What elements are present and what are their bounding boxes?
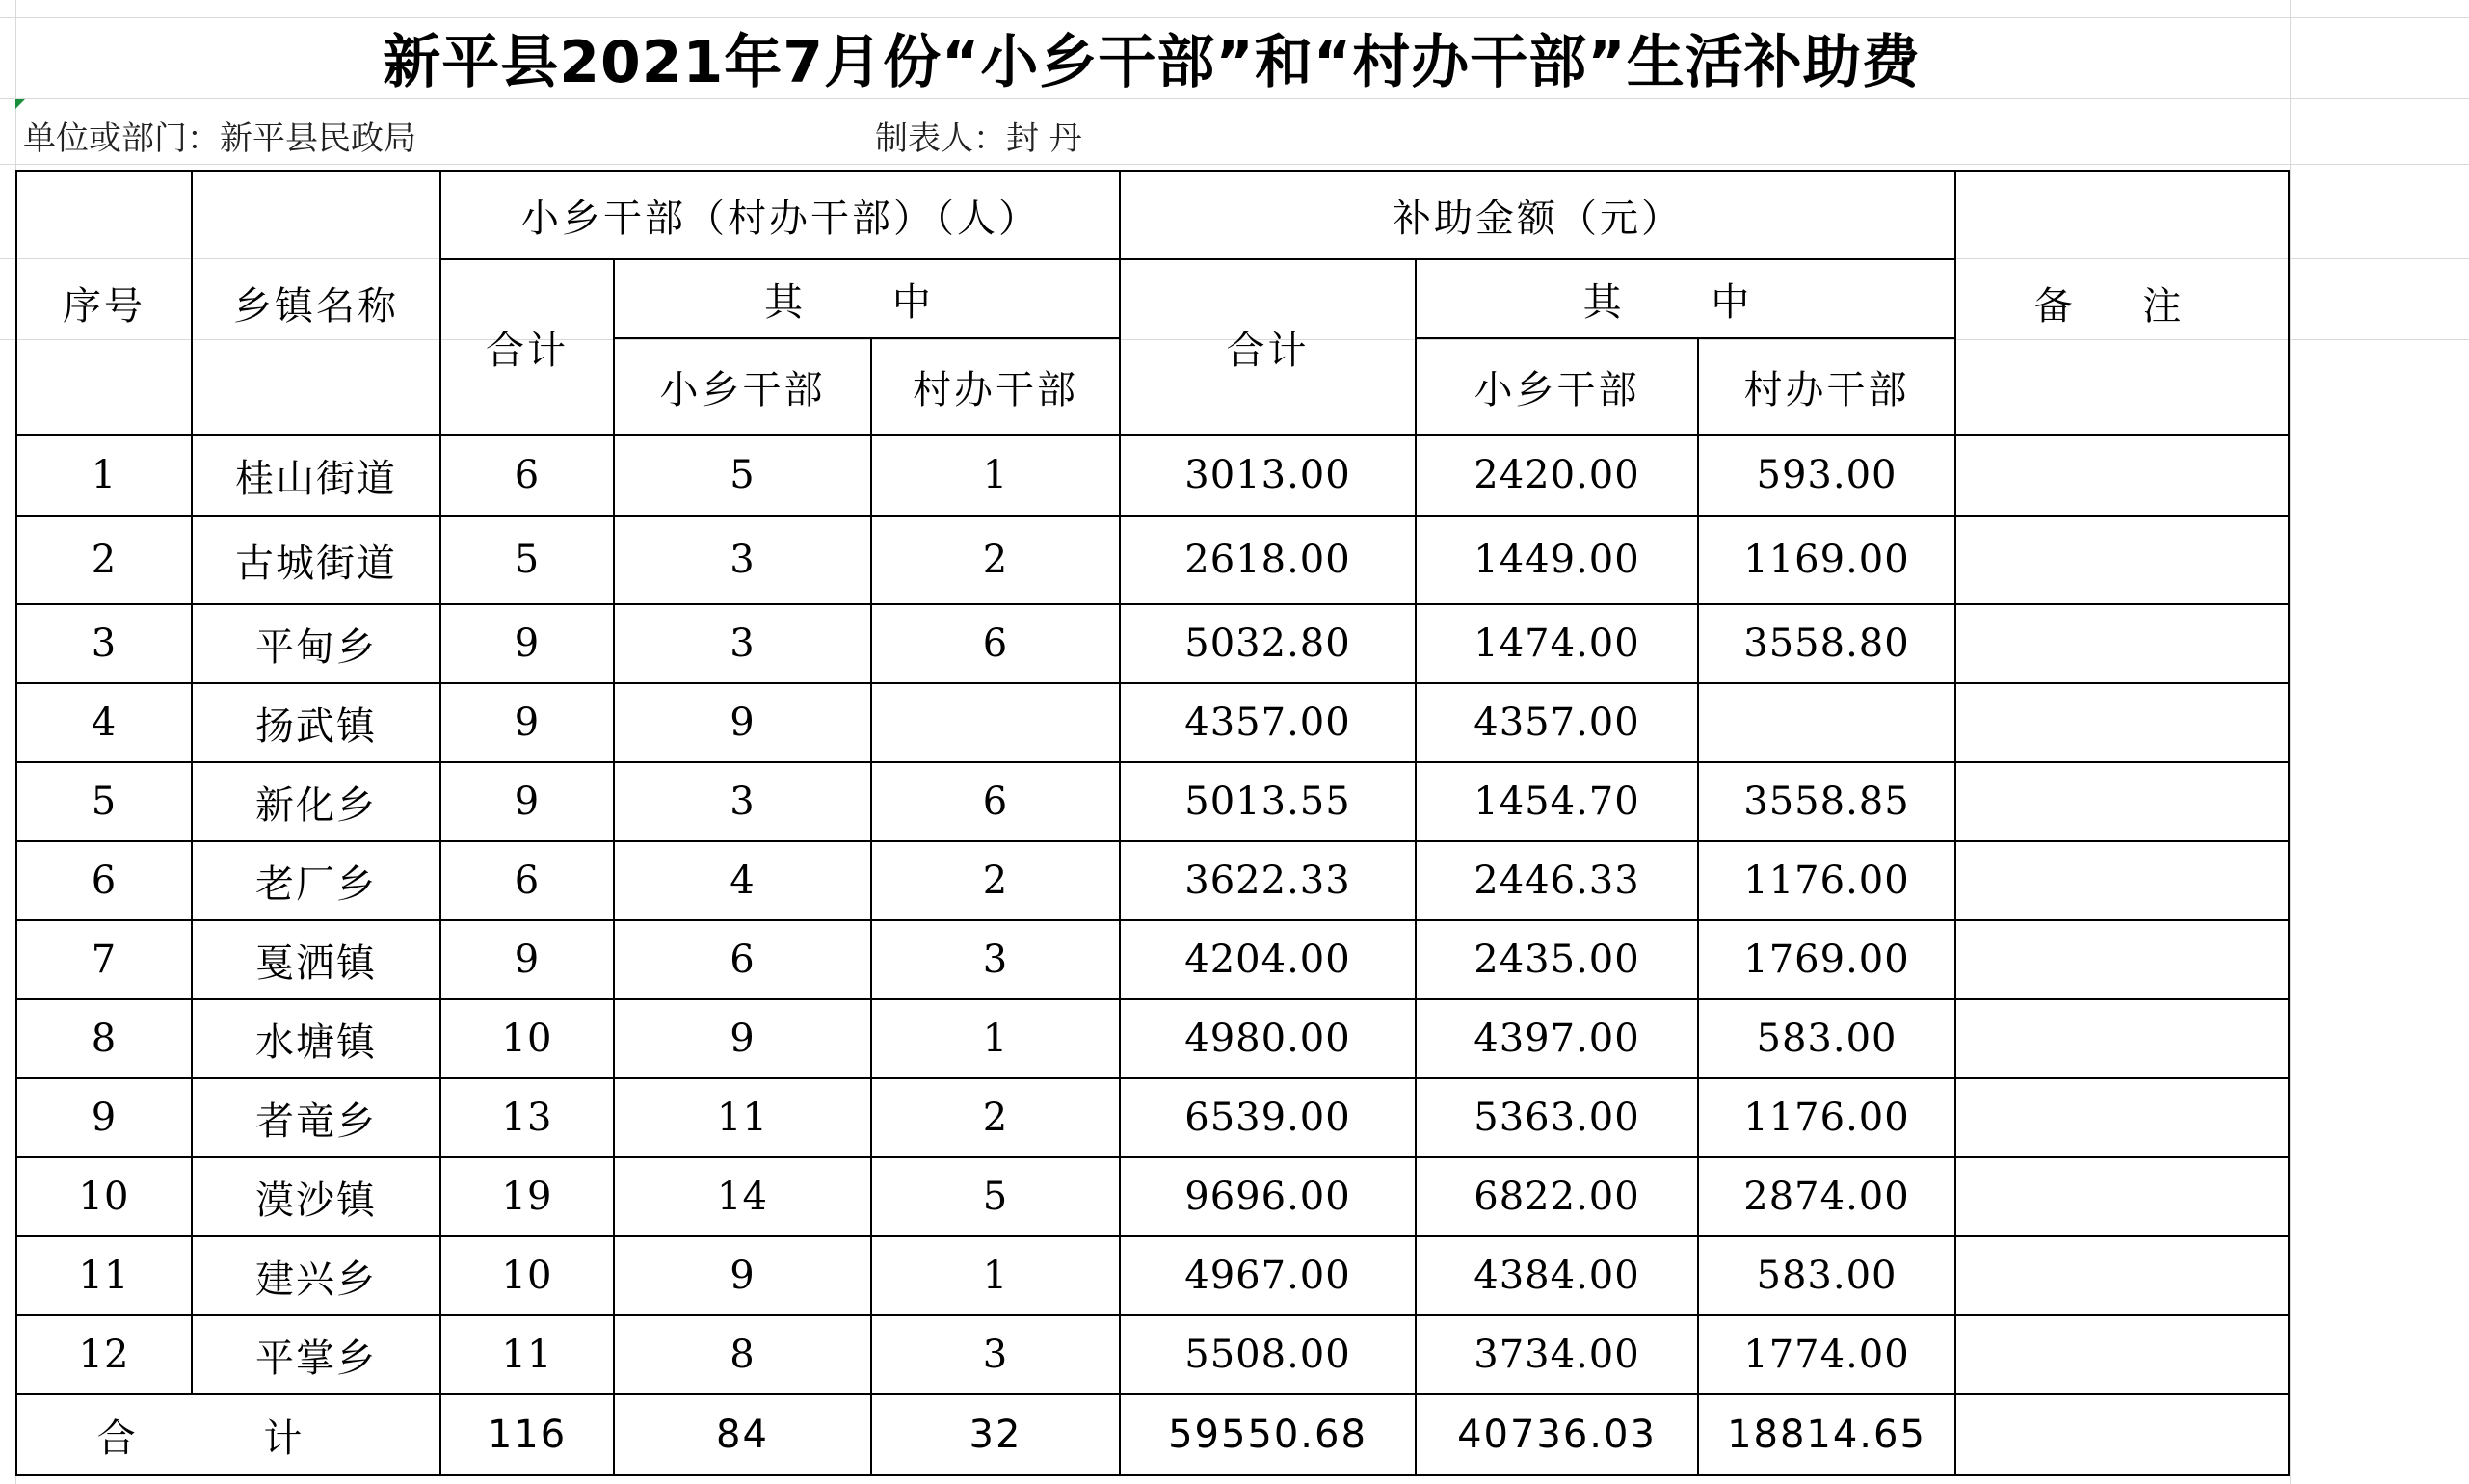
table-row [16,604,2289,683]
cell-seq[interactable]: 10 [16,1157,192,1236]
cell-amount-total[interactable]: 2618.00 [1120,516,1416,604]
cell-cadres-township[interactable]: 9 [614,1236,871,1315]
cell-town[interactable]: 平甸乡 [192,604,440,683]
cell-town[interactable]: 水塘镇 [192,999,440,1078]
cell-cadres-township[interactable]: 9 [614,999,871,1078]
cell-seq[interactable]: 7 [16,920,192,999]
cell-cadres-township[interactable]: 5 [614,435,871,516]
cell-cadres-village[interactable]: 1 [871,435,1120,516]
cell-cadres-total[interactable]: 19 [440,1157,614,1236]
cell-town[interactable]: 新化乡 [192,762,440,841]
cell-seq[interactable]: 8 [16,999,192,1078]
table-row [16,1236,2289,1315]
cell-amount-township[interactable]: 6822.00 [1416,1157,1698,1236]
totals-cadres-township[interactable]: 84 [614,1394,871,1475]
cell-amount-total[interactable]: 4357.00 [1120,683,1416,762]
header-cadres-of-which[interactable]: 其 中 [614,259,1120,338]
cell-amount-village[interactable]: 2874.00 [1698,1157,1955,1236]
gridline [2290,0,2291,1484]
cell-cadres-village[interactable]: 5 [871,1157,1120,1236]
cell-amount-total[interactable]: 3622.33 [1120,841,1416,920]
cell-amount-village[interactable]: 1176.00 [1698,841,1955,920]
cell-seq[interactable]: 5 [16,762,192,841]
cell-cadres-township[interactable]: 3 [614,516,871,604]
header-amount-township[interactable]: 小乡干部 [1416,338,1698,435]
totals-cadres-village[interactable]: 32 [871,1394,1120,1475]
header-amount-total[interactable]: 合计 [1120,259,1416,435]
cell-cadres-village[interactable]: 2 [871,1078,1120,1157]
cell-cadres-total[interactable]: 9 [440,683,614,762]
cell-cadres-village[interactable]: 6 [871,762,1120,841]
header-cadres-township[interactable]: 小乡干部 [614,338,871,435]
cell-amount-total[interactable]: 4204.00 [1120,920,1416,999]
cell-amount-township[interactable]: 4384.00 [1416,1236,1698,1315]
cell-cadres-township[interactable]: 14 [614,1157,871,1236]
cell-amount-village[interactable]: 1176.00 [1698,1078,1955,1157]
cell-amount-village[interactable]: 583.00 [1698,999,1955,1078]
cell-cadres-total[interactable]: 13 [440,1078,614,1157]
sheet-title[interactable]: 新平县2021年7月份“小乡干部”和“村办干部”生活补助费 [383,29,1921,96]
cell-cadres-village[interactable]: 6 [871,604,1120,683]
cell-cadres-total[interactable]: 9 [440,920,614,999]
cell-amount-township[interactable]: 4397.00 [1416,999,1698,1078]
cell-note[interactable] [1955,841,2289,920]
cell-note[interactable] [1955,435,2289,516]
header-cadres-village[interactable]: 村办干部 [871,338,1120,435]
cell-town[interactable]: 古城街道 [192,516,440,604]
cell-amount-total[interactable]: 4980.00 [1120,999,1416,1078]
cell-seq[interactable]: 12 [16,1315,192,1394]
gridline [0,164,2469,165]
totals-amount-township[interactable]: 40736.03 [1416,1394,1698,1475]
table-row [16,683,2289,762]
cell-cadres-village[interactable]: 2 [871,841,1120,920]
cell-cadres-village[interactable]: 3 [871,1315,1120,1394]
cell-note[interactable] [1955,683,2289,762]
cell-amount-township[interactable]: 2435.00 [1416,920,1698,999]
table-row [16,516,2289,604]
table-row [16,435,2289,516]
header-seq[interactable]: 序号 [16,171,192,435]
totals-amount-total[interactable]: 59550.68 [1120,1394,1416,1475]
cell-note[interactable] [1955,604,2289,683]
cell-note[interactable] [1955,1315,2289,1394]
cell-amount-village[interactable]: 593.00 [1698,435,1955,516]
cell-cadres-village[interactable] [871,683,1120,762]
header-note[interactable]: 备 注 [1955,171,2289,435]
cell-amount-township[interactable]: 4357.00 [1416,683,1698,762]
cell-amount-total[interactable]: 3013.00 [1120,435,1416,516]
cell-amount-village[interactable]: 1769.00 [1698,920,1955,999]
cell-cadres-township[interactable]: 3 [614,762,871,841]
cell-amount-total[interactable]: 9696.00 [1120,1157,1416,1236]
cell-cadres-township[interactable]: 9 [614,683,871,762]
table-row [16,1157,2289,1236]
cell-town[interactable]: 者竜乡 [192,1078,440,1157]
cell-amount-total[interactable]: 4967.00 [1120,1236,1416,1315]
cell-note[interactable] [1955,762,2289,841]
cell-cadres-village[interactable]: 3 [871,920,1120,999]
cell-town[interactable]: 平掌乡 [192,1315,440,1394]
totals-row [16,1394,2289,1475]
cell-cadres-total[interactable]: 9 [440,604,614,683]
cell-amount-village[interactable]: 3558.85 [1698,762,1955,841]
cell-town[interactable]: 扬武镇 [192,683,440,762]
cell-amount-township[interactable]: 1474.00 [1416,604,1698,683]
cell-cadres-total[interactable]: 9 [440,762,614,841]
cell-amount-township[interactable]: 1454.70 [1416,762,1698,841]
subsidy-table [15,170,2290,1476]
cell-cadres-village[interactable]: 2 [871,516,1120,604]
cell-town[interactable]: 桂山街道 [192,435,440,516]
header-cadres-total[interactable]: 合计 [440,259,614,435]
cell-town[interactable]: 戛洒镇 [192,920,440,999]
cell-amount-village[interactable]: 3558.80 [1698,604,1955,683]
cell-amount-total[interactable]: 5013.55 [1120,762,1416,841]
header-amount-of-which[interactable]: 其 中 [1416,259,1955,338]
unit-label[interactable]: 单位或部门：新平县民政局 [23,119,416,158]
cell-amount-total[interactable]: 6539.00 [1120,1078,1416,1157]
cell-town[interactable]: 漠沙镇 [192,1157,440,1236]
cell-cadres-total[interactable]: 6 [440,841,614,920]
cell-cadres-township[interactable]: 4 [614,841,871,920]
cell-cadres-township[interactable]: 11 [614,1078,871,1157]
cell-amount-total[interactable]: 5508.00 [1120,1315,1416,1394]
cell-amount-village[interactable]: 1774.00 [1698,1315,1955,1394]
header-cadres-group[interactable]: 小乡干部（村办干部）（人） [440,171,1120,259]
header-town[interactable]: 乡镇名称 [192,171,440,435]
cell-note[interactable] [1955,999,2289,1078]
totals-note[interactable] [1955,1394,2289,1475]
cell-seq[interactable]: 11 [16,1236,192,1315]
table-row [16,1315,2289,1394]
cell-cadres-total[interactable]: 10 [440,999,614,1078]
cell-note[interactable] [1955,1236,2289,1315]
cell-amount-township[interactable]: 1449.00 [1416,516,1698,604]
cell-cadres-township[interactable]: 6 [614,920,871,999]
cell-seq[interactable]: 9 [16,1078,192,1157]
cell-cadres-total[interactable]: 10 [440,1236,614,1315]
cell-amount-township[interactable]: 2446.33 [1416,841,1698,920]
table-row [16,1078,2289,1157]
cell-amount-village[interactable] [1698,683,1955,762]
header-amount-village[interactable]: 村办干部 [1698,338,1955,435]
cell-amount-village[interactable]: 1169.00 [1698,516,1955,604]
cell-seq[interactable]: 4 [16,683,192,762]
table-row [16,920,2289,999]
totals-cadres-total[interactable]: 116 [440,1394,614,1475]
table-row [16,841,2289,920]
table-row [16,762,2289,841]
cell-amount-total[interactable]: 5032.80 [1120,604,1416,683]
cell-seq[interactable]: 6 [16,841,192,920]
cell-seq[interactable]: 1 [16,435,192,516]
cell-note[interactable] [1955,1078,2289,1157]
cell-cadres-township[interactable]: 8 [614,1315,871,1394]
totals-label[interactable]: 合 计 [16,1394,440,1475]
cell-cadres-total[interactable]: 11 [440,1315,614,1394]
cell-cadres-total[interactable]: 6 [440,435,614,516]
header-amount-group[interactable]: 补助金额（元） [1120,171,1955,259]
cell-amount-township[interactable]: 5363.00 [1416,1078,1698,1157]
cell-town[interactable]: 老厂乡 [192,841,440,920]
cell-cadres-village[interactable]: 1 [871,999,1120,1078]
cell-amount-village[interactable]: 583.00 [1698,1236,1955,1315]
cell-amount-township[interactable]: 2420.00 [1416,435,1698,516]
cell-cadres-total[interactable]: 5 [440,516,614,604]
cell-town[interactable]: 建兴乡 [192,1236,440,1315]
cell-note[interactable] [1955,516,2289,604]
maker-label[interactable]: 制表人：封 丹 [875,119,1082,158]
cell-seq[interactable]: 3 [16,604,192,683]
cell-cadres-village[interactable]: 1 [871,1236,1120,1315]
totals-amount-village[interactable]: 18814.65 [1698,1394,1955,1475]
cell-note[interactable] [1955,1157,2289,1236]
table-row [16,999,2289,1078]
cell-seq[interactable]: 2 [16,516,192,604]
cell-cadres-township[interactable]: 3 [614,604,871,683]
cell-note[interactable] [1955,920,2289,999]
cell-amount-township[interactable]: 3734.00 [1416,1315,1698,1394]
